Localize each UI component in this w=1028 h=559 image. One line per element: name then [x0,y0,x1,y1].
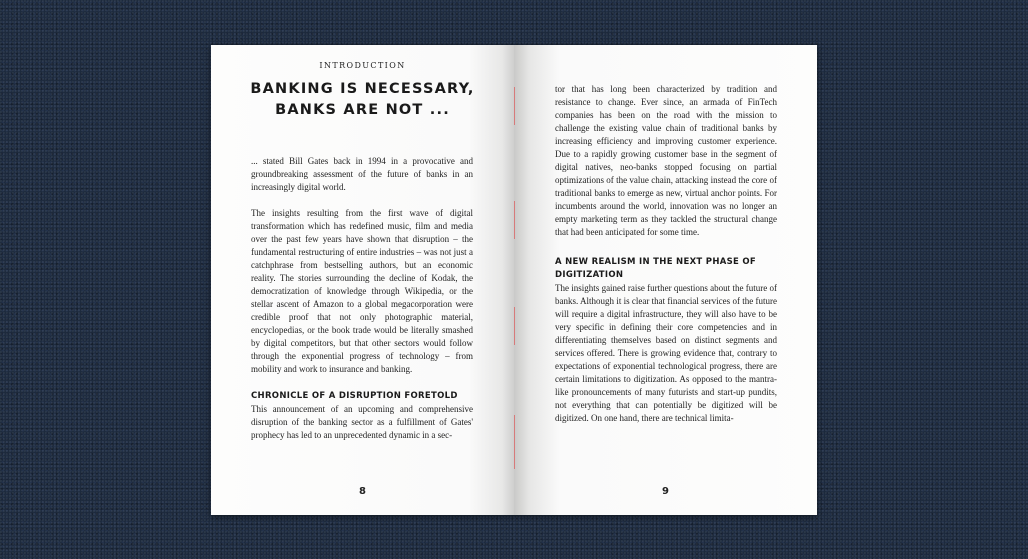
margin-mark [514,415,515,469]
subheading-line-2: DIGITIZATION [555,270,624,280]
subheading: CHRONICLE OF A DISRUPTION FORETOLD [251,391,458,401]
body-paragraph: tor that has long been characterized by tradition and resistance to change. Ever since, an armada of FinTech companies has been on the road with the mission to challenge the existing value chain of traditional banks by increasing efficiency and improving customer experience. Due to a rapidly growing customer base in the segment of digital natives, neo-banks stopped focusing on partial optimizations of the value chain, attacking instead the core of traditional banks to emerge as new, virtual anchor points. For incumbents around the world, innovation was no longer an empty marketing term as they tackled the structural change that had been anticipated for some time. [555,84,777,237]
chapter-title-line-2: BANKS ARE NOT ... [275,102,450,118]
left-page [211,45,514,515]
page-number: 8 [359,486,366,497]
running-head: INTRODUCTION [319,61,406,70]
margin-mark [514,307,515,345]
margin-mark [514,201,515,239]
chapter-title-line-1: BANKING IS NECESSARY, [250,81,475,97]
subheading [555,256,777,282]
body-paragraph: The insights resulting from the first wave of digital transformation which has redefined music, film and media over the past few years have shown that disruption – the fundamental restructuring of entire industries – was not just a catchphrase from bestselling authors, but an economic reality. The stories surrounding the decline of Kodak, the democratization of knowledge through Wikipedia, or the stellar ascent of Amazon to a global megacorporation were credible proof that not only photographic material, encyclopedias, or the book trade would be literally smashed by digital competitors, but that other sectors would follow through the exponential progress of technology – from mobility and work to insurance and banking. [251,208,473,374]
chapter-title [231,79,494,121]
margin-mark [514,87,515,125]
right-page [514,45,817,515]
subheading-line-1: A NEW REALISM IN THE NEXT PHASE OF [555,257,757,267]
open-book [211,45,817,515]
body-paragraph: This announcement of an upcoming and comprehensive disruption of the banking sector as a fulfillment of Gates' prophecy has led to an unprecedented dynamic in a sec- [251,404,473,440]
left-column [251,155,473,442]
right-column [555,83,777,425]
intro-paragraph: ... stated Bill Gates back in 1994 in a provocative and groundbreaking assessment of the future of banks in an increasingly digital world. [251,156,473,192]
page-number: 9 [662,486,669,497]
body-paragraph: The insights gained raise further questions about the future of banks. Although it is clear that financial services of the future will require a digital infrastructure, they will also have to be very specific in defining their core competencies and in differentiating themselves based on distinct segments and services offered. There is growing evidence that, contrary to expectations of exponential technological progress, there are certain limitations to digitization. As opposed to the mantra-like pronouncements of many futurists and start-up pundits, not everything that can potentially be digitized will be digitized. On one hand, there are technical limita- [555,283,777,423]
